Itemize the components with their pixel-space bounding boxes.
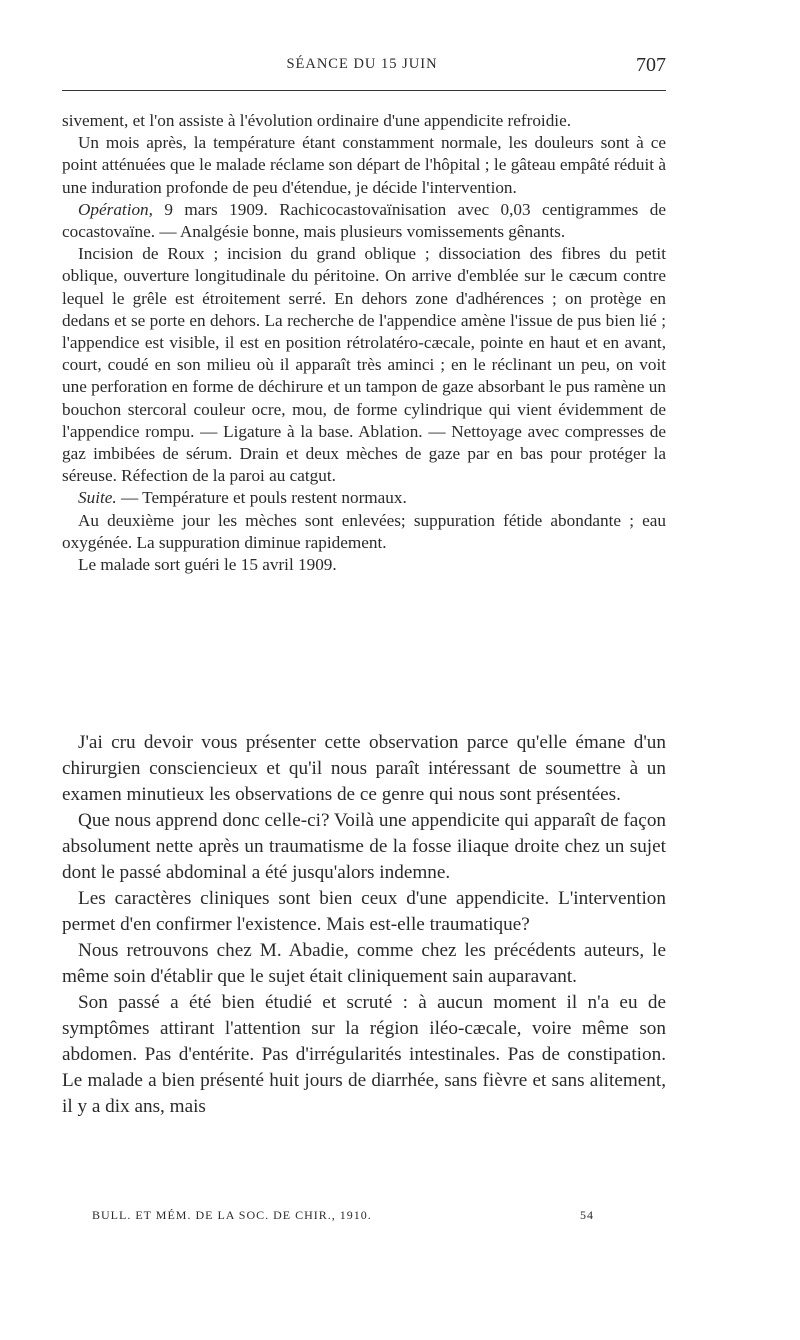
observation-paragraph: Un mois après, la température étant constamment normale, les douleurs sont à ce point atténuées que le malade réclame son départ de l'hôpital ; le gâteau empâté réduit à une induration profonde de peu d'étendue, je décide l'intervention. [62, 133, 666, 197]
discussion-paragraph: Les caractères cliniques sont bien ceux d'une appendicite. L'intervention permet d'en confirmer l'existence. Mais est-elle traumatique? [62, 888, 666, 935]
observation-paragraph: Incision de Roux ; incision du grand oblique ; dissociation des fibres du petit oblique, ouverture longitudinale du péritoine. On arrive d'emblée sur le cæcum contre lequel le grêle est étroitement serré. En dehors zone d'adhérences ; on protège en dedans et se porte en dehors. La recherche de l'appendice amène l'issue de pus bien lié ; l'appendice est visible, il est en position rétrolatéro-cæcale, pointe en haut et en avant, court, coudé en son milieu où il apparaît très aminci ; en le réclinant un peu, on voit une perforation en forme de déchirure et un tampon de gaze absorbant le pus ramène un bouchon stercoral couleur ocre, mou, de forme cylindrique qui vient évidemment de l'appendice rompu. — Ligature à la base. Ablation. — Nettoyage avec compresses de gaz imbibées de sérum. Drain et deux mèches de gaze par en bas pour protéger la séreuse. Réfection de la paroi au catgut. [62, 244, 666, 486]
signature-mark: 54 [580, 1208, 594, 1222]
operation-text: 9 mars 1909. Rachicocastovaïnisation avec 0,03 centigrammes de cocastovaïne. — Analgésie bonne, mais plusieurs vomissements gênants. [62, 199, 666, 242]
running-head [62, 56, 666, 80]
running-title: SÉANCE DU 15 JUIN [286, 56, 438, 72]
observation-paragraph: Le malade sort guéri le 15 avril 1909. [78, 555, 337, 575]
suite-text: — Température et pouls restent normaux. [116, 488, 407, 508]
page-number: 707 [636, 54, 666, 76]
observation-paragraph: Au deuxième jour les mèches sont enlevées; suppuration fétide abondante ; eau oxygénée. La suppuration diminue rapidement. [62, 510, 666, 552]
journal-reference: BULL. ET MÉM. DE LA SOC. DE CHIR., 1910. [92, 1208, 372, 1222]
discussion-paragraph: Son passé a été bien étudié et scruté : à aucun moment il n'a eu de symptômes attirant l'attention sur la région iléo-cæcale, voire même son abdomen. Pas d'entérite. Pas d'irrégularités intestinales. Pas de constipation. Le malade a bien présenté huit jours de diarrhée, sans fièvre et sans alitement, il y a dix ans, mais [62, 992, 666, 1117]
discussion-text [62, 730, 666, 1120]
observation-text [62, 110, 666, 576]
discussion-paragraph: J'ai cru devoir vous présenter cette observation parce qu'elle émane d'un chirurgien consciencieux et qu'il nous paraît intéressant de soumettre à un examen minutieux les observations de ce genre qui nous sont présentées. [62, 732, 666, 805]
page [62, 0, 666, 1340]
page-footer [62, 1208, 666, 1232]
discussion-paragraph: Que nous apprend donc celle-ci? Voilà une appendicite qui apparaît de façon absolument nette après un traumatisme de la fosse iliaque droite chez un sujet dont le passé abdominal a été jusqu'alors indemne. [62, 810, 667, 883]
observation-paragraph-suite [62, 487, 666, 509]
observation-paragraph: sivement, et l'on assiste à l'évolution ordinaire d'une appendicite refroidie. [62, 111, 572, 130]
discussion-paragraph: Nous retrouvons chez M. Abadie, comme chez les précédents auteurs, le même soin d'établir que le sujet était cliniquement sain auparavant. [62, 940, 666, 987]
operation-label: Opération, [78, 199, 153, 219]
suite-label: Suite. [78, 488, 117, 508]
observation-paragraph-operation [62, 199, 666, 243]
header-rule [62, 90, 666, 91]
